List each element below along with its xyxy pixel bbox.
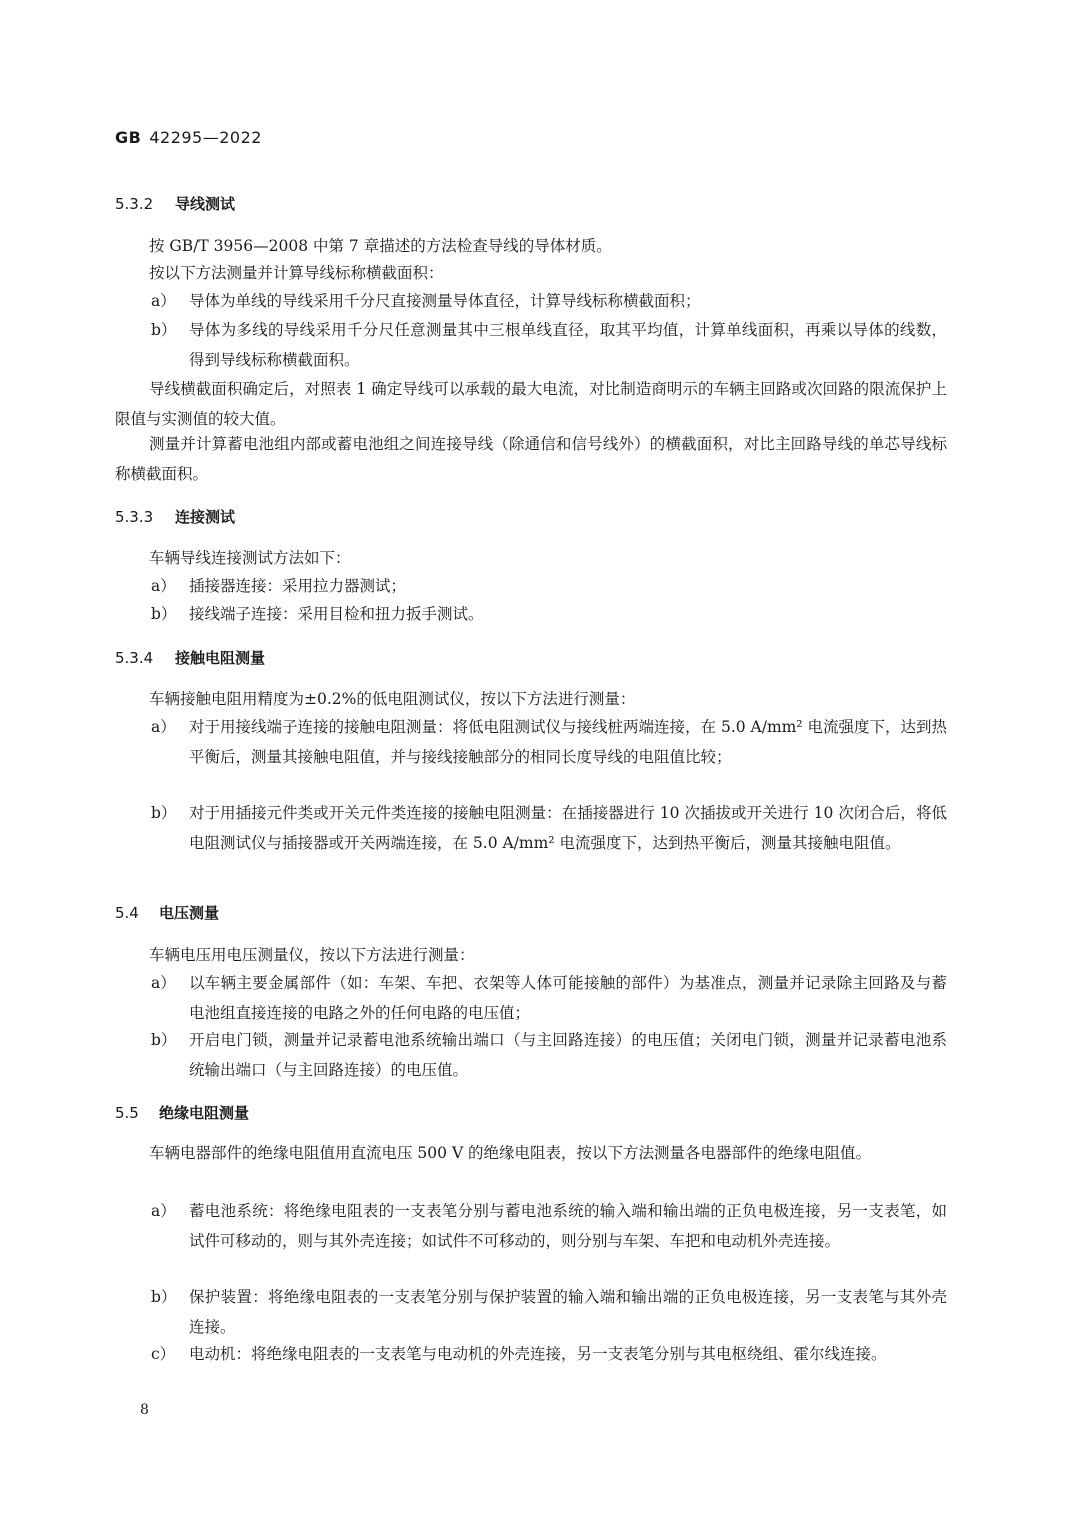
- list-label: a）: [151, 577, 176, 595]
- standard-header: [115, 128, 262, 147]
- section-number: 5.3.4: [115, 649, 154, 667]
- list-label: b）: [151, 1031, 177, 1049]
- list-item: [115, 571, 947, 601]
- section-number: 5.5: [115, 1104, 139, 1122]
- section-number: 5.4: [115, 904, 139, 922]
- list-item: [115, 286, 947, 316]
- list-label: a）: [151, 718, 176, 736]
- list-label: c）: [151, 1345, 176, 1363]
- section-title: 连接测试: [175, 508, 236, 526]
- paragraph: 车辆接触电阻用精度为±0.2%的低电阻测试仪，按以下方法进行测量：: [149, 690, 636, 708]
- section-heading-5-3-4: [115, 647, 265, 668]
- list-item: [115, 798, 947, 858]
- list-label: b）: [151, 321, 177, 339]
- list-item: [115, 1196, 947, 1256]
- list-label: b）: [151, 605, 177, 623]
- section-number: 5.3.2: [115, 195, 154, 213]
- list-item: [115, 1282, 947, 1342]
- standard-prefix: GB: [115, 128, 142, 147]
- list-text: 导体为单线的导线采用千分尺直接测量导体直径，计算导线标称横截面积；: [189, 292, 701, 310]
- paragraph: 车辆电器部件的绝缘电阻值用直流电压 500 V 的绝缘电阻表，按以下方法测量各电器部件的绝缘电阻值。: [149, 1144, 872, 1162]
- section-heading-5-5: [115, 1102, 249, 1123]
- list-text: 蓄电池系统：将绝缘电阻表的一支表笔分别与蓄电池系统的输入端和输出端的正负电极连接，另一支表笔，如试件可移动的，则与其外壳连接；如试件不可移动的，则分别与车架、车把和电动机外壳连接。: [189, 1202, 947, 1250]
- list-label: a）: [151, 292, 176, 310]
- list-text: 以车辆主要金属部件（如：车架、车把、衣架等人体可能接触的部件）为基准点，测量并记录除主回路及与蓄电池组直接连接的电路之外的任何电路的电压值；: [189, 974, 947, 1022]
- list-item: [115, 599, 947, 629]
- paragraph: 导线横截面积确定后，对照表 1 确定导线可以承载的最大电流，对比制造商明示的车辆主回路或次回路的限流保护上限值与实测值的较大值。: [115, 380, 947, 428]
- list-text: 开启电门锁，测量并记录蓄电池系统输出端口（与主回路连接）的电压值；关闭电门锁，测量并记录蓄电池系统输出端口（与主回路连接）的电压值。: [189, 1031, 947, 1079]
- list-text: 导体为多线的导线采用千分尺任意测量其中三根单线直径，取其平均值，计算单线面积，再乘以导体的线数，得到导线标称横截面积。: [189, 321, 947, 369]
- list-item: [115, 315, 947, 375]
- section-heading-5-4: [115, 902, 219, 923]
- list-text: 插接器连接：采用拉力器测试；: [189, 577, 407, 595]
- section-title: 接触电阻测量: [175, 649, 266, 667]
- list-label: a）: [151, 1202, 176, 1220]
- list-text: 电动机：将绝缘电阻表的一支表笔与电动机的外壳连接，另一支表笔分别与其电枢绕组、霍尔线连接。: [189, 1345, 887, 1363]
- section-heading-5-3-2: [115, 193, 235, 214]
- paragraph: 车辆电压用电压测量仪，按以下方法进行测量：: [149, 946, 475, 964]
- list-item: [115, 968, 947, 1028]
- list-item: [115, 1339, 947, 1369]
- section-title: 导线测试: [175, 195, 236, 213]
- paragraph: 测量并计算蓄电池组内部或蓄电池组之间连接导线（除通信和信号线外）的横截面积，对比主回路导线的单芯导线标称横截面积。: [115, 435, 947, 483]
- list-label: b）: [151, 1288, 177, 1306]
- paragraph: 按 GB/T 3956—2008 中第 7 章描述的方法检查导线的导体材质。: [149, 237, 612, 255]
- paragraph: 按以下方法测量并计算导线标称横截面积：: [149, 264, 444, 282]
- section-title: 电压测量: [159, 904, 220, 922]
- section-number: 5.3.3: [115, 508, 154, 526]
- list-text: 接线端子连接：采用目检和扭力扳手测试。: [189, 605, 484, 623]
- list-item: [115, 712, 947, 772]
- list-label: a）: [151, 974, 176, 992]
- page-number: 8: [140, 1402, 149, 1418]
- list-text: 对于用接线端子连接的接触电阻测量：将低电阻测试仪与接线桩两端连接，在 5.0 A/mm² 电流强度下，达到热平衡后，测量其接触电阻值，并与接线接触部分的相同长度导线的电阻值比较；: [189, 718, 947, 766]
- list-item: [115, 1025, 947, 1085]
- section-title: 绝缘电阻测量: [159, 1104, 250, 1122]
- list-text: 保护装置：将绝缘电阻表的一支表笔分别与保护装置的输入端和输出端的正负电极连接，另一支表笔与其外壳连接。: [189, 1288, 947, 1336]
- list-text: 对于用插接元件类或开关元件类连接的接触电阻测量：在插接器进行 10 次插拔或开关进行 10 次闭合后，将低电阻测试仪与插接器或开关两端连接，在 5.0 A/mm² 电流强度下，达到热平衡后，测量其接触电阻值。: [189, 804, 947, 852]
- paragraph: 车辆导线连接测试方法如下：: [149, 549, 351, 567]
- list-label: b）: [151, 804, 177, 822]
- section-heading-5-3-3: [115, 506, 235, 527]
- standard-number: 42295—2022: [149, 128, 262, 147]
